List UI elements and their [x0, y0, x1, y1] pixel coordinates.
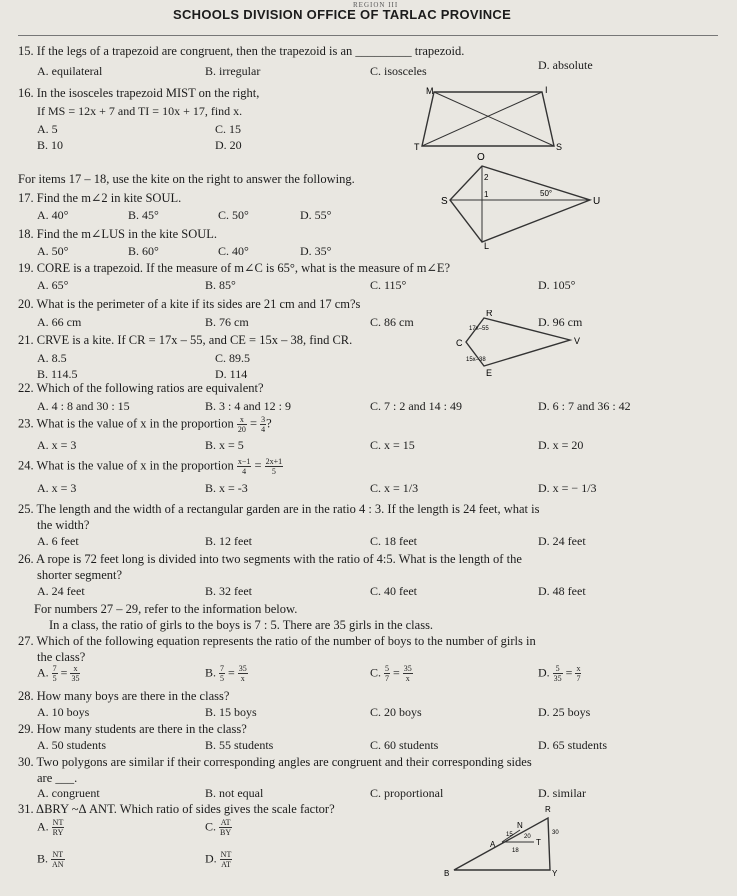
q21-choice-b: B. 114.5 [37, 367, 78, 381]
label-l: L [484, 241, 490, 250]
q27-choice-b: B. $\frac{7}{5}$ = $\frac{35}{x}$ [205, 664, 247, 683]
label-r: R [486, 310, 493, 318]
q15-choice-d: D. absolute [538, 58, 593, 72]
q24-choice-a: A. x = 3 [37, 481, 77, 495]
q15-choice-a: A. equilateral [37, 64, 103, 78]
q16-choice-b: B. 10 [37, 138, 64, 152]
q28-stem: 28. How many boys are there in the class? [18, 689, 230, 703]
label-angle-2: 2 [484, 173, 489, 182]
q17-choice-a: A. 40° [37, 208, 69, 222]
q25-stem: 25. The length and the width of a rectangular garden are in the ratio 4 : 3. If the length is 24 feet, what is [18, 502, 540, 516]
q23-stem-text: 23. What is the value of x in the proportion [18, 416, 234, 431]
q20-choice-b: B. 76 cm [205, 315, 249, 329]
q24-equals: = [254, 458, 262, 473]
label-t: T [536, 838, 541, 847]
q28-choice-a: A. 10 boys [37, 705, 90, 719]
label-r: R [545, 805, 551, 814]
label-c: C [456, 338, 463, 348]
q19-choice-d: D. 105° [538, 278, 576, 292]
q16-choice-d: D. 20 [215, 138, 242, 152]
label-n: N [517, 821, 523, 830]
q28-choice-c: C. 20 boys [370, 705, 422, 719]
q23-fraction-right: $\frac{3}{4}$ [261, 415, 266, 434]
q24-fraction-left: $\frac{x-1}{4}$ [237, 457, 251, 476]
label-ce-expr: 15x–38 [466, 357, 486, 363]
region-label: REGION III [353, 1, 399, 9]
division-title: SCHOOLS DIVISION OFFICE OF TARLAC PROVINCE [173, 7, 512, 22]
q31-choice-c: C. $\frac{AT}{BY}$ [205, 818, 232, 837]
q30-choice-b: B. not equal [205, 786, 264, 800]
q17-stem: 17. Find the m∠2 in kite SOUL. [18, 191, 182, 205]
q21-choice-a: A. 8.5 [37, 351, 67, 365]
q29-choice-d: D. 65 students [538, 738, 607, 752]
q17-choice-b: B. 45° [128, 208, 159, 222]
label-15: 15 [506, 832, 513, 838]
items-27-29-intro: For numbers 27 – 29, refer to the information below. [34, 602, 298, 616]
q22-choice-d: D. 6 : 7 and 36 : 42 [538, 399, 631, 413]
q23-choice-c: C. x = 15 [370, 438, 415, 452]
q24-fraction-right: $\frac{2x+1}{5}$ [265, 457, 283, 476]
q24-stem-text: 24. What is the value of x in the proportion [18, 458, 234, 473]
q30-stem: 30. Two polygons are similar if their corresponding angles are congruent and their corresponding sides [18, 755, 532, 769]
q16-choice-a: A. 5 [37, 122, 58, 136]
header-rule [18, 35, 718, 36]
q27-choice-d: D. $\frac{5}{35}$ = $\frac{x}{7}$ [538, 664, 581, 683]
q22-choice-c: C. 7 : 2 and 14 : 49 [370, 399, 462, 413]
label-20: 20 [524, 834, 531, 840]
label-t: T [414, 142, 420, 152]
q30-choice-d: D. similar [538, 786, 586, 800]
label-b: B [444, 869, 450, 878]
q18-choice-c: C. 40° [218, 244, 249, 258]
q20-choice-d: D. 96 cm [538, 315, 583, 329]
q17-choice-c: C. 50° [218, 208, 249, 222]
label-s: S [441, 196, 448, 207]
q22-choice-b: B. 3 : 4 and 12 : 9 [205, 399, 291, 413]
q25-stem-line2: the width? [37, 518, 90, 532]
q23-equals: = [249, 416, 258, 431]
label-m: M [426, 86, 434, 96]
q24-choice-c: C. x = 1/3 [370, 481, 419, 495]
q21-choice-d: D. 114 [215, 367, 248, 381]
label-s: S [556, 142, 562, 152]
q15-stem: 15. If the legs of a trapezoid are congruent, then the trapezoid is an _________ trapezoid. [18, 44, 465, 58]
q18-stem: 18. Find the m∠LUS in the kite SOUL. [18, 227, 218, 241]
label-y: Y [552, 869, 558, 878]
q19-choice-c: C. 115° [370, 278, 407, 292]
q30-choice-c: C. proportional [370, 786, 444, 800]
q19-choice-a: A. 65° [37, 278, 69, 292]
label-a: A [490, 840, 496, 849]
label-angle-50: 50° [540, 189, 553, 198]
label-u: U [593, 196, 601, 207]
label-v: V [574, 336, 581, 346]
q23-fraction-left: $\frac{x}{20}$ [237, 415, 246, 434]
q24-choice-d: D. x = − 1/3 [538, 481, 597, 495]
q19-choice-b: B. 85° [205, 278, 236, 292]
items-17-18-intro: For items 17 – 18, use the kite on the right to answer the following. [18, 172, 355, 186]
q16-stem-line2: If MS = 12x + 7 and TI = 10x + 17, find x. [37, 104, 243, 118]
q17-choice-d: D. 55° [300, 208, 332, 222]
label-e: E [486, 368, 493, 378]
label-18: 18 [512, 848, 519, 854]
label-cr-expr: 17x–55 [469, 326, 489, 332]
q24-choice-b: B. x = -3 [205, 481, 248, 495]
q29-choice-a: A. 50 students [37, 738, 106, 752]
q22-choice-a: A. 4 : 8 and 30 : 15 [37, 399, 130, 413]
q25-choice-c: C. 18 feet [370, 534, 417, 548]
q15-choice-c: C. isosceles [370, 64, 427, 78]
q18-choice-b: B. 60° [128, 244, 159, 258]
q26-stem: 26. A rope is 72 feet long is divided into two segments with the ratio of 4:5. What is the length of the [18, 552, 522, 566]
q15-choice-b: B. irregular [205, 64, 261, 78]
trapezoid-mist-figure [412, 84, 562, 156]
q18-choice-a: A. 50° [37, 244, 69, 258]
label-angle-1: 1 [484, 190, 489, 199]
q30-stem-line2: are ___. [37, 771, 78, 785]
q20-stem: 20. What is the perimeter of a kite if its sides are 21 cm and 17 cm?s [18, 297, 361, 311]
q26-stem-line2: shorter segment? [37, 568, 123, 582]
label-o: O [477, 152, 485, 163]
q26-choice-a: A. 24 feet [37, 584, 85, 598]
q23-choice-a: A. x = 3 [37, 438, 77, 452]
q20-choice-c: C. 86 cm [370, 315, 414, 329]
label-i: I [545, 85, 548, 95]
kite-crve-figure [452, 310, 602, 380]
q26-choice-c: C. 40 feet [370, 584, 417, 598]
q23-choice-b: B. x = 5 [205, 438, 244, 452]
q20-choice-a: A. 66 cm [37, 315, 82, 329]
q25-choice-a: A. 6 feet [37, 534, 79, 548]
q29-choice-c: C. 60 students [370, 738, 439, 752]
q26-choice-b: B. 32 feet [205, 584, 252, 598]
kite-soul-figure [440, 150, 610, 250]
info-27-29: In a class, the ratio of girls to the boys is 7 : 5. There are 35 girls in the class. [49, 618, 434, 632]
q29-stem: 29. How many students are there in the class? [18, 722, 247, 736]
similar-triangles-figure [440, 800, 570, 880]
q21-stem: 21. CRVE is a kite. If CR = 17x – 55, and CE = 15x – 38, find CR. [18, 333, 353, 347]
q16-stem-line1: 16. In the isosceles trapezoid MIST on the right, [18, 86, 260, 100]
q22-stem: 22. Which of the following ratios are equivalent? [18, 381, 264, 395]
q31-choice-d: D. $\frac{NT}{AT}$ [205, 850, 232, 869]
q23-stem: 23. What is the value of x in the proportion $\frac{x}{20}$ = $\frac{3}{4}$ ? [18, 415, 272, 434]
q27-choice-c: C. $\frac{5}{7}$ = $\frac{35}{x}$ [370, 664, 412, 683]
q16-choice-c: C. 15 [215, 122, 242, 136]
q29-choice-b: B. 55 students [205, 738, 274, 752]
q30-choice-a: A. congruent [37, 786, 100, 800]
q28-choice-b: B. 15 boys [205, 705, 257, 719]
q19-stem: 19. CORE is a trapezoid. If the measure of m∠C is 65°, what is the measure of m∠E? [18, 261, 451, 275]
q31-choice-a: A. $\frac{NT}{RY}$ [37, 818, 64, 837]
q27-stem: 27. Which of the following equation represents the ratio of the number of boys to the number of girls in [18, 634, 536, 648]
q28-choice-d: D. 25 boys [538, 705, 591, 719]
q27-choice-a: A. $\frac{7}{5}$ = $\frac{x}{35}$ [37, 664, 80, 683]
q23-choice-d: D. x = 20 [538, 438, 584, 452]
label-30: 30 [552, 830, 559, 836]
q18-choice-d: D. 35° [300, 244, 332, 258]
q31-choice-b: B. $\frac{NT}{AN}$ [37, 850, 64, 869]
q25-choice-b: B. 12 feet [205, 534, 252, 548]
q27-stem-line2: the class? [37, 650, 86, 664]
q26-choice-d: D. 48 feet [538, 584, 586, 598]
q21-choice-c: C. 89.5 [215, 351, 251, 365]
q24-stem [18, 457, 283, 476]
q25-choice-d: D. 24 feet [538, 534, 586, 548]
q31-stem: 31. ΔBRY ~Δ ANT. Which ratio of sides gives the scale factor? [18, 802, 335, 816]
